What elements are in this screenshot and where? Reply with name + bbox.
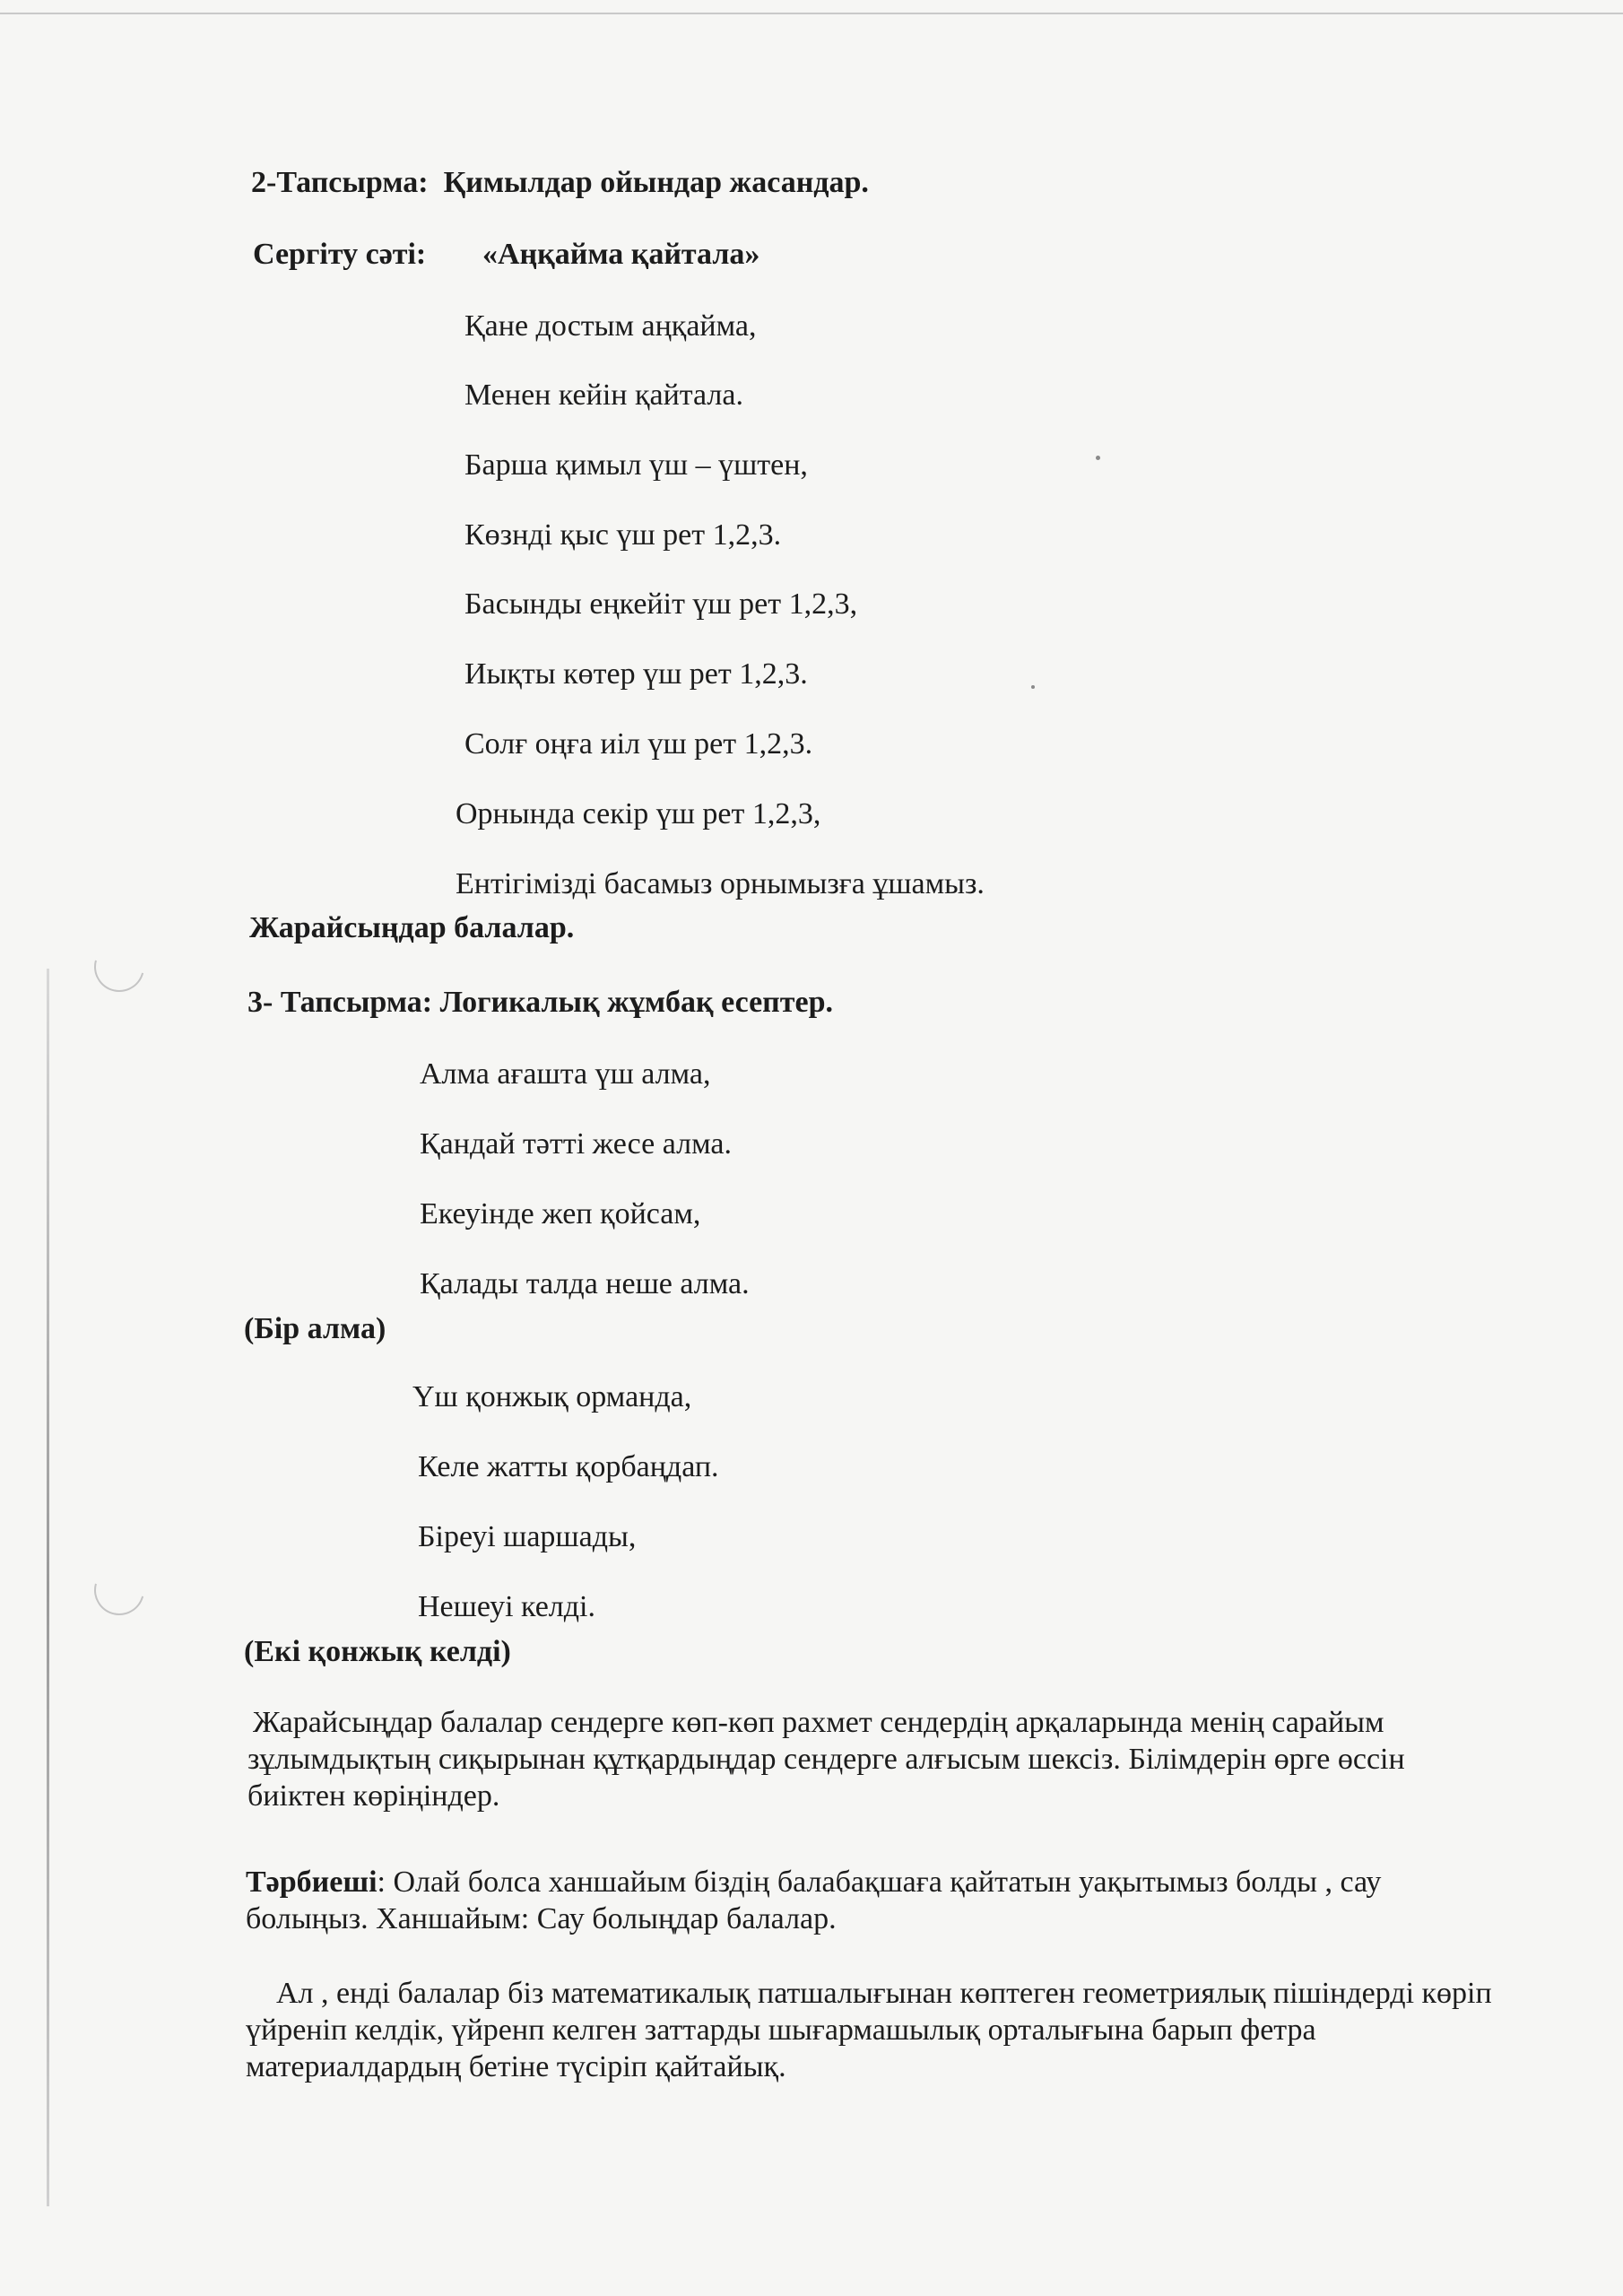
task2-label: 2-Тапсырма: <box>251 166 429 199</box>
poem-line: Басынды еңкейіт үш рет 1,2,3, <box>464 587 858 621</box>
scan-speck <box>1031 685 1035 689</box>
riddle-line: Екеуінде жеп қойсам, <box>420 1197 701 1231</box>
riddle-line: Біреуі шаршады, <box>418 1520 637 1553</box>
scan-left-edge <box>47 969 49 2206</box>
praise-line: Жарайсыңдар балалар. <box>249 911 575 944</box>
poem-line: Ентігімізді басамыз орнымызға ұшамыз. <box>456 867 985 900</box>
punch-hole-mark <box>85 1556 153 1624</box>
riddle-line: Қалады талда неше алма. <box>420 1267 750 1300</box>
warmup-label: Сергіту сәті: <box>253 238 427 271</box>
riddle-line: Үш қонжық орманда, <box>412 1380 692 1413</box>
teacher-paragraph <box>246 1864 1501 1937</box>
warmup-title: «Аңқайма қайтала» <box>482 238 760 271</box>
scan-top-edge <box>0 13 1623 14</box>
riddle-answer: (Екі қонжық келді) <box>244 1635 511 1668</box>
riddle-answer: (Бір алма) <box>244 1312 386 1345</box>
closing-paragraph: Жарайсыңдар балалар сендерге көп-көп рахмет сендердің арқаларында менің сарайым зұлымдықтың сиқырынан құтқардыңдар сендерге алғысым шексіз. Білімдерін өрге өссін биіктен көріңіндер. <box>247 1706 1405 1813</box>
teacher-text: : Олай болса ханшайым біздің балабақшаға қайтатын уақытымыз болды , сау болыңыз. Ханшайым: Сау болыңдар балалар. <box>246 1866 1382 1935</box>
poem-line: Орнында секір үш рет 1,2,3, <box>456 797 821 831</box>
riddle-line: Алма ағашта үш алма, <box>420 1057 711 1091</box>
poem-line: Солғ оңға иіл үш рет 1,2,3. <box>464 727 813 761</box>
poem-line: Қане достым аңқайма, <box>464 309 757 343</box>
poem-line: Менен кейін қайтала. <box>464 378 743 412</box>
poem-line: Көзнді қыс үш рет 1,2,3. <box>464 518 782 552</box>
riddle-line: Келе жатты қорбаңдап. <box>418 1450 719 1483</box>
teacher-label: Тәрбиеші <box>246 1866 378 1899</box>
riddle-line: Қандай тәтті жесе алма. <box>420 1127 732 1161</box>
final-paragraph: Ал , енді балалар біз математикалық патшалығынан көптеген геометриялық пішіндерді көріп үйреніп келдік, үйренп келген заттарды шығармашылық орталығына барып фетра материалдардың бетіне түсіріп қайтайық. <box>246 1977 1492 2083</box>
task2-title: Қимылдар ойындар жасандар. <box>443 166 869 199</box>
task2-heading <box>251 165 869 202</box>
task3-heading: 3- Тапсырма: Логикалық жұмбақ есептер. <box>247 986 833 1019</box>
poem-line: Барша қимыл үш – үштен, <box>464 448 808 482</box>
scan-speck <box>1096 456 1100 460</box>
punch-hole-mark <box>85 933 153 1001</box>
riddle-line: Нешеуі келді. <box>418 1590 595 1623</box>
poem-line: Иықты көтер үш рет 1,2,3. <box>464 657 808 691</box>
